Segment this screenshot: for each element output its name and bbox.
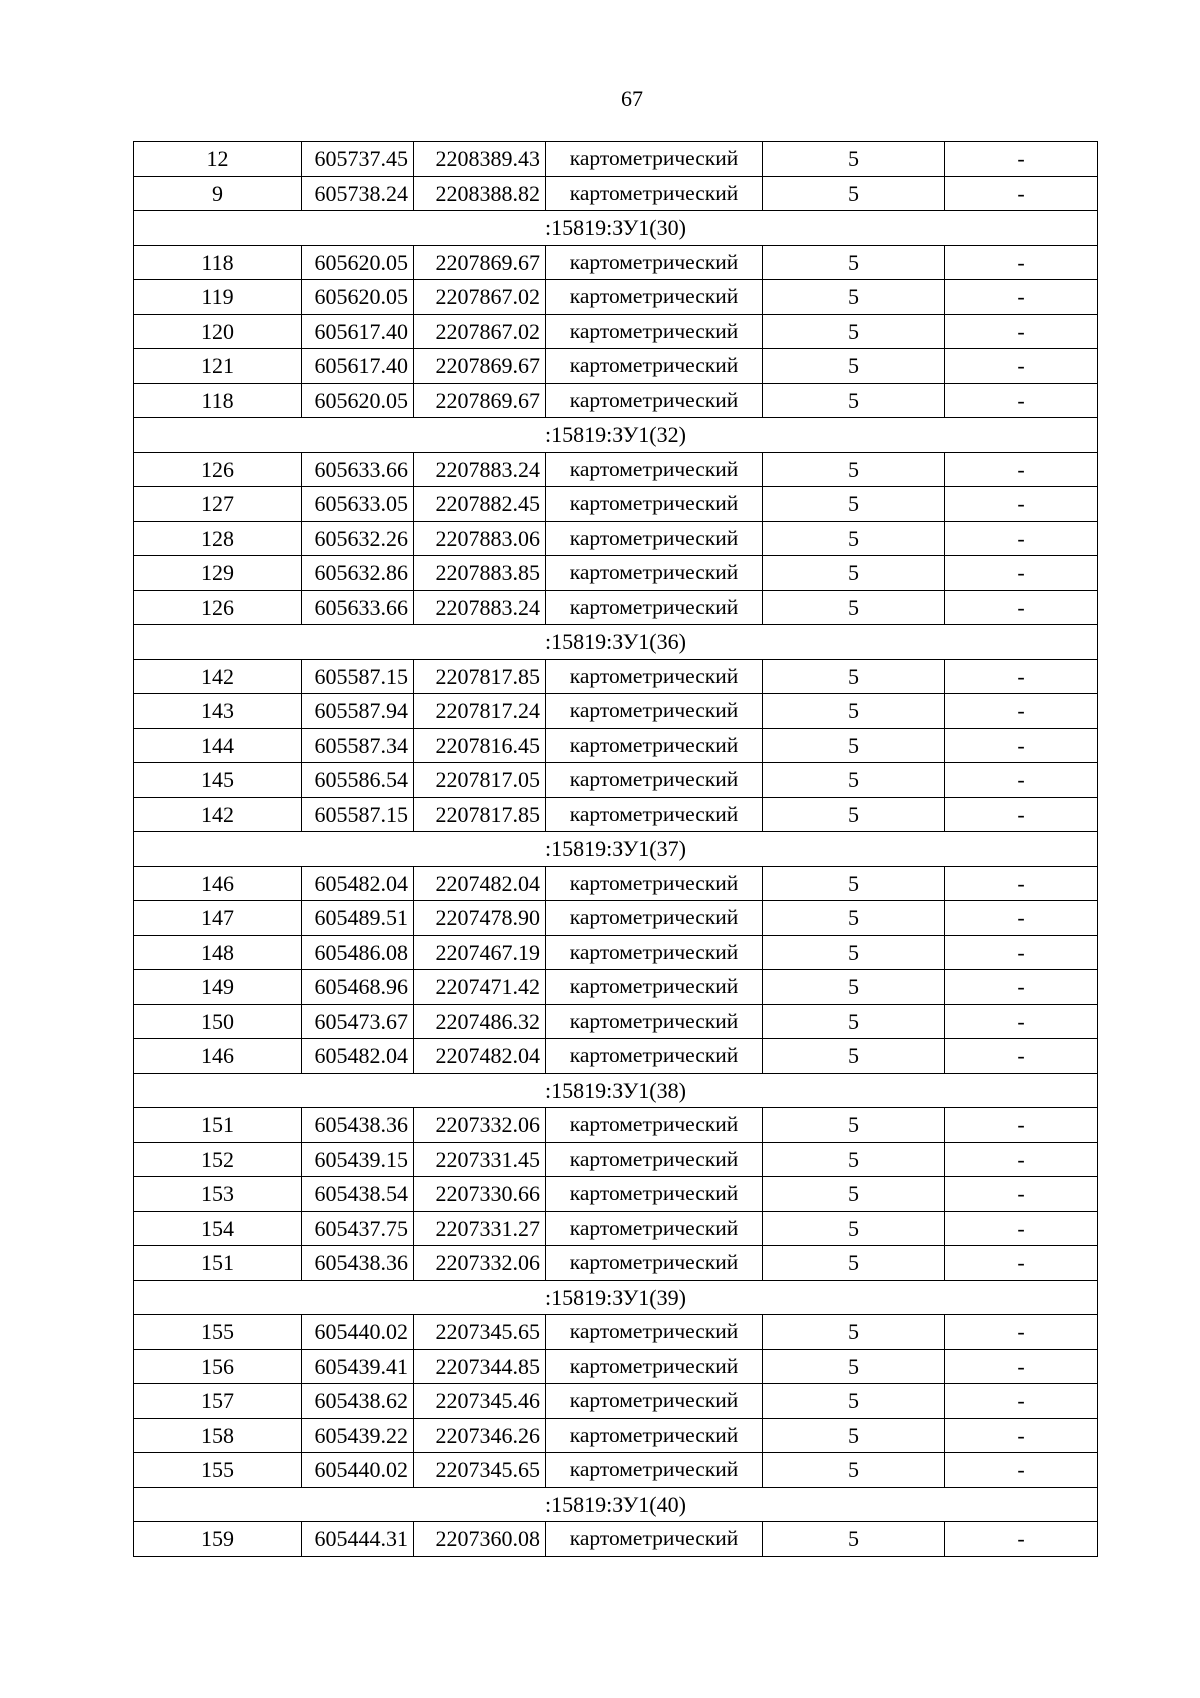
- x-coordinate-cell: 605620.05: [302, 280, 414, 315]
- parcel-label: :15819:ЗУ1(38): [134, 1073, 1098, 1108]
- method-cell: картометрический: [546, 1246, 763, 1281]
- point-number-cell: 154: [134, 1211, 302, 1246]
- x-coordinate-cell: 605633.66: [302, 452, 414, 487]
- method-cell: картометрический: [546, 1315, 763, 1350]
- y-coordinate-cell: 2207817.24: [414, 694, 546, 729]
- table-row: [134, 452, 1098, 487]
- method-cell: картометрический: [546, 728, 763, 763]
- table-row: [134, 763, 1098, 798]
- accuracy-cell: 5: [763, 556, 945, 591]
- method-cell: картометрический: [546, 452, 763, 487]
- y-coordinate-cell: 2207817.85: [414, 659, 546, 694]
- table-row: [134, 866, 1098, 901]
- x-coordinate-cell: 605439.15: [302, 1142, 414, 1177]
- parcel-group-row: [134, 625, 1098, 660]
- accuracy-cell: 5: [763, 763, 945, 798]
- table-row: [134, 694, 1098, 729]
- method-cell: картометрический: [546, 556, 763, 591]
- description-cell: -: [945, 452, 1098, 487]
- accuracy-cell: 5: [763, 1108, 945, 1143]
- y-coordinate-cell: 2207817.85: [414, 797, 546, 832]
- method-cell: картометрический: [546, 487, 763, 522]
- x-coordinate-cell: 605632.86: [302, 556, 414, 591]
- y-coordinate-cell: 2208388.82: [414, 176, 546, 211]
- method-cell: картометрический: [546, 797, 763, 832]
- parcel-group-row: [134, 1487, 1098, 1522]
- point-number-cell: 142: [134, 659, 302, 694]
- point-number-cell: 126: [134, 452, 302, 487]
- y-coordinate-cell: 2208389.43: [414, 142, 546, 177]
- accuracy-cell: 5: [763, 797, 945, 832]
- table-row: [134, 728, 1098, 763]
- point-number-cell: 151: [134, 1246, 302, 1281]
- x-coordinate-cell: 605444.31: [302, 1522, 414, 1557]
- x-coordinate-cell: 605440.02: [302, 1453, 414, 1488]
- accuracy-cell: 5: [763, 1177, 945, 1212]
- method-cell: картометрический: [546, 1142, 763, 1177]
- parcel-label: :15819:ЗУ1(37): [134, 832, 1098, 867]
- point-number-cell: 155: [134, 1315, 302, 1350]
- accuracy-cell: 5: [763, 245, 945, 280]
- table-row: [134, 1004, 1098, 1039]
- accuracy-cell: 5: [763, 970, 945, 1005]
- x-coordinate-cell: 605633.05: [302, 487, 414, 522]
- y-coordinate-cell: 2207471.42: [414, 970, 546, 1005]
- table-row: [134, 1522, 1098, 1557]
- x-coordinate-cell: 605473.67: [302, 1004, 414, 1039]
- y-coordinate-cell: 2207482.04: [414, 866, 546, 901]
- accuracy-cell: 5: [763, 935, 945, 970]
- table-row: [134, 590, 1098, 625]
- y-coordinate-cell: 2207345.65: [414, 1453, 546, 1488]
- y-coordinate-cell: 2207482.04: [414, 1039, 546, 1074]
- page-number: 67: [621, 86, 643, 111]
- description-cell: -: [945, 1418, 1098, 1453]
- description-cell: -: [945, 694, 1098, 729]
- parcel-label: :15819:ЗУ1(30): [134, 211, 1098, 246]
- point-number-cell: 146: [134, 1039, 302, 1074]
- table-row: [134, 935, 1098, 970]
- table-row: [134, 1349, 1098, 1384]
- table-row: [134, 1418, 1098, 1453]
- y-coordinate-cell: 2207478.90: [414, 901, 546, 936]
- x-coordinate-cell: 605438.36: [302, 1246, 414, 1281]
- x-coordinate-cell: 605440.02: [302, 1315, 414, 1350]
- method-cell: картометрический: [546, 1349, 763, 1384]
- parcel-label: :15819:ЗУ1(32): [134, 418, 1098, 453]
- x-coordinate-cell: 605438.36: [302, 1108, 414, 1143]
- accuracy-cell: 5: [763, 1039, 945, 1074]
- method-cell: картометрический: [546, 176, 763, 211]
- description-cell: -: [945, 590, 1098, 625]
- y-coordinate-cell: 2207869.67: [414, 349, 546, 384]
- x-coordinate-cell: 605587.94: [302, 694, 414, 729]
- parcel-group-row: [134, 418, 1098, 453]
- x-coordinate-cell: 605486.08: [302, 935, 414, 970]
- y-coordinate-cell: 2207883.24: [414, 590, 546, 625]
- point-number-cell: 128: [134, 521, 302, 556]
- parcel-group-row: [134, 1073, 1098, 1108]
- method-cell: картометрический: [546, 1004, 763, 1039]
- x-coordinate-cell: 605586.54: [302, 763, 414, 798]
- table-row: [134, 659, 1098, 694]
- x-coordinate-cell: 605437.75: [302, 1211, 414, 1246]
- y-coordinate-cell: 2207883.85: [414, 556, 546, 591]
- description-cell: -: [945, 142, 1098, 177]
- accuracy-cell: 5: [763, 487, 945, 522]
- y-coordinate-cell: 2207344.85: [414, 1349, 546, 1384]
- y-coordinate-cell: 2207816.45: [414, 728, 546, 763]
- method-cell: картометрический: [546, 1039, 763, 1074]
- method-cell: картометрический: [546, 280, 763, 315]
- table-row: [134, 487, 1098, 522]
- table-row: [134, 245, 1098, 280]
- method-cell: картометрический: [546, 1108, 763, 1143]
- method-cell: картометрический: [546, 245, 763, 280]
- y-coordinate-cell: 2207332.06: [414, 1108, 546, 1143]
- description-cell: -: [945, 659, 1098, 694]
- table-row: [134, 1315, 1098, 1350]
- coordinates-table: [133, 141, 1098, 1557]
- method-cell: картометрический: [546, 1211, 763, 1246]
- method-cell: картометрический: [546, 659, 763, 694]
- point-number-cell: 142: [134, 797, 302, 832]
- method-cell: картометрический: [546, 866, 763, 901]
- point-number-cell: 157: [134, 1384, 302, 1419]
- point-number-cell: 146: [134, 866, 302, 901]
- point-number-cell: 150: [134, 1004, 302, 1039]
- description-cell: -: [945, 1211, 1098, 1246]
- description-cell: -: [945, 1039, 1098, 1074]
- point-number-cell: 147: [134, 901, 302, 936]
- x-coordinate-cell: 605617.40: [302, 314, 414, 349]
- x-coordinate-cell: 605438.62: [302, 1384, 414, 1419]
- y-coordinate-cell: 2207345.65: [414, 1315, 546, 1350]
- y-coordinate-cell: 2207867.02: [414, 314, 546, 349]
- description-cell: -: [945, 935, 1098, 970]
- point-number-cell: 120: [134, 314, 302, 349]
- y-coordinate-cell: 2207467.19: [414, 935, 546, 970]
- description-cell: -: [945, 1349, 1098, 1384]
- point-number-cell: 148: [134, 935, 302, 970]
- description-cell: -: [945, 280, 1098, 315]
- method-cell: картометрический: [546, 521, 763, 556]
- point-number-cell: 156: [134, 1349, 302, 1384]
- y-coordinate-cell: 2207867.02: [414, 280, 546, 315]
- description-cell: -: [945, 1453, 1098, 1488]
- description-cell: -: [945, 728, 1098, 763]
- method-cell: картометрический: [546, 590, 763, 625]
- accuracy-cell: 5: [763, 383, 945, 418]
- accuracy-cell: 5: [763, 694, 945, 729]
- point-number-cell: 118: [134, 245, 302, 280]
- point-number-cell: 143: [134, 694, 302, 729]
- table-row: [134, 556, 1098, 591]
- y-coordinate-cell: 2207883.24: [414, 452, 546, 487]
- description-cell: -: [945, 314, 1098, 349]
- point-number-cell: 158: [134, 1418, 302, 1453]
- description-cell: -: [945, 1246, 1098, 1281]
- table-row: [134, 142, 1098, 177]
- y-coordinate-cell: 2207869.67: [414, 383, 546, 418]
- description-cell: -: [945, 1004, 1098, 1039]
- method-cell: картометрический: [546, 1418, 763, 1453]
- table-row: [134, 970, 1098, 1005]
- method-cell: картометрический: [546, 935, 763, 970]
- method-cell: картометрический: [546, 383, 763, 418]
- accuracy-cell: 5: [763, 901, 945, 936]
- description-cell: -: [945, 349, 1098, 384]
- description-cell: -: [945, 556, 1098, 591]
- description-cell: -: [945, 1315, 1098, 1350]
- table-row: [134, 1384, 1098, 1419]
- point-number-cell: 145: [134, 763, 302, 798]
- point-number-cell: 153: [134, 1177, 302, 1212]
- accuracy-cell: 5: [763, 1315, 945, 1350]
- description-cell: -: [945, 521, 1098, 556]
- parcel-label: :15819:ЗУ1(39): [134, 1280, 1098, 1315]
- description-cell: -: [945, 797, 1098, 832]
- y-coordinate-cell: 2207486.32: [414, 1004, 546, 1039]
- accuracy-cell: 5: [763, 1384, 945, 1419]
- point-number-cell: 149: [134, 970, 302, 1005]
- x-coordinate-cell: 605587.34: [302, 728, 414, 763]
- table-row: [134, 176, 1098, 211]
- accuracy-cell: 5: [763, 176, 945, 211]
- description-cell: -: [945, 901, 1098, 936]
- accuracy-cell: 5: [763, 349, 945, 384]
- method-cell: картометрический: [546, 763, 763, 798]
- x-coordinate-cell: 605737.45: [302, 142, 414, 177]
- x-coordinate-cell: 605438.54: [302, 1177, 414, 1212]
- table-row: [134, 1246, 1098, 1281]
- point-number-cell: 159: [134, 1522, 302, 1557]
- y-coordinate-cell: 2207817.05: [414, 763, 546, 798]
- x-coordinate-cell: 605439.22: [302, 1418, 414, 1453]
- accuracy-cell: 5: [763, 1211, 945, 1246]
- x-coordinate-cell: 605482.04: [302, 866, 414, 901]
- table-row: [134, 797, 1098, 832]
- method-cell: картометрический: [546, 694, 763, 729]
- accuracy-cell: 5: [763, 1246, 945, 1281]
- x-coordinate-cell: 605632.26: [302, 521, 414, 556]
- method-cell: картометрический: [546, 314, 763, 349]
- point-number-cell: 118: [134, 383, 302, 418]
- table-row: [134, 1177, 1098, 1212]
- y-coordinate-cell: 2207332.06: [414, 1246, 546, 1281]
- accuracy-cell: 5: [763, 1522, 945, 1557]
- accuracy-cell: 5: [763, 659, 945, 694]
- parcel-group-row: [134, 832, 1098, 867]
- accuracy-cell: 5: [763, 1418, 945, 1453]
- parcel-group-row: [134, 211, 1098, 246]
- table-row: [134, 280, 1098, 315]
- x-coordinate-cell: 605468.96: [302, 970, 414, 1005]
- accuracy-cell: 5: [763, 1004, 945, 1039]
- y-coordinate-cell: 2207360.08: [414, 1522, 546, 1557]
- description-cell: -: [945, 1142, 1098, 1177]
- parcel-label: :15819:ЗУ1(40): [134, 1487, 1098, 1522]
- table-row: [134, 1108, 1098, 1143]
- method-cell: картометрический: [546, 1384, 763, 1419]
- accuracy-cell: 5: [763, 142, 945, 177]
- coordinates-table-body: [134, 142, 1098, 1557]
- description-cell: -: [945, 866, 1098, 901]
- accuracy-cell: 5: [763, 521, 945, 556]
- y-coordinate-cell: 2207346.26: [414, 1418, 546, 1453]
- point-number-cell: 119: [134, 280, 302, 315]
- description-cell: -: [945, 245, 1098, 280]
- description-cell: -: [945, 1108, 1098, 1143]
- point-number-cell: 126: [134, 590, 302, 625]
- accuracy-cell: 5: [763, 590, 945, 625]
- description-cell: -: [945, 1384, 1098, 1419]
- y-coordinate-cell: 2207331.45: [414, 1142, 546, 1177]
- description-cell: -: [945, 487, 1098, 522]
- accuracy-cell: 5: [763, 1142, 945, 1177]
- point-number-cell: 129: [134, 556, 302, 591]
- x-coordinate-cell: 605439.41: [302, 1349, 414, 1384]
- y-coordinate-cell: 2207882.45: [414, 487, 546, 522]
- method-cell: картометрический: [546, 970, 763, 1005]
- table-row: [134, 521, 1098, 556]
- description-cell: -: [945, 970, 1098, 1005]
- description-cell: -: [945, 383, 1098, 418]
- point-number-cell: 152: [134, 1142, 302, 1177]
- x-coordinate-cell: 605617.40: [302, 349, 414, 384]
- point-number-cell: 127: [134, 487, 302, 522]
- x-coordinate-cell: 605620.05: [302, 245, 414, 280]
- x-coordinate-cell: 605587.15: [302, 659, 414, 694]
- x-coordinate-cell: 605633.66: [302, 590, 414, 625]
- parcel-label: :15819:ЗУ1(36): [134, 625, 1098, 660]
- accuracy-cell: 5: [763, 866, 945, 901]
- accuracy-cell: 5: [763, 314, 945, 349]
- y-coordinate-cell: 2207869.67: [414, 245, 546, 280]
- point-number-cell: 155: [134, 1453, 302, 1488]
- x-coordinate-cell: 605738.24: [302, 176, 414, 211]
- description-cell: -: [945, 176, 1098, 211]
- y-coordinate-cell: 2207345.46: [414, 1384, 546, 1419]
- table-row: [134, 383, 1098, 418]
- parcel-group-row: [134, 1280, 1098, 1315]
- method-cell: картометрический: [546, 1453, 763, 1488]
- point-number-cell: 9: [134, 176, 302, 211]
- accuracy-cell: 5: [763, 1349, 945, 1384]
- x-coordinate-cell: 605489.51: [302, 901, 414, 936]
- x-coordinate-cell: 605587.15: [302, 797, 414, 832]
- x-coordinate-cell: 605620.05: [302, 383, 414, 418]
- y-coordinate-cell: 2207883.06: [414, 521, 546, 556]
- method-cell: картометрический: [546, 142, 763, 177]
- accuracy-cell: 5: [763, 1453, 945, 1488]
- table-row: [134, 349, 1098, 384]
- point-number-cell: 12: [134, 142, 302, 177]
- table-row: [134, 1142, 1098, 1177]
- accuracy-cell: 5: [763, 280, 945, 315]
- table-row: [134, 901, 1098, 936]
- x-coordinate-cell: 605482.04: [302, 1039, 414, 1074]
- description-cell: -: [945, 1177, 1098, 1212]
- accuracy-cell: 5: [763, 728, 945, 763]
- table-row: [134, 1453, 1098, 1488]
- description-cell: -: [945, 1522, 1098, 1557]
- y-coordinate-cell: 2207330.66: [414, 1177, 546, 1212]
- method-cell: картометрический: [546, 1177, 763, 1212]
- point-number-cell: 144: [134, 728, 302, 763]
- method-cell: картометрический: [546, 349, 763, 384]
- method-cell: картометрический: [546, 901, 763, 936]
- table-row: [134, 314, 1098, 349]
- method-cell: картометрический: [546, 1522, 763, 1557]
- table-row: [134, 1211, 1098, 1246]
- table-row: [134, 1039, 1098, 1074]
- point-number-cell: 121: [134, 349, 302, 384]
- description-cell: -: [945, 763, 1098, 798]
- point-number-cell: 151: [134, 1108, 302, 1143]
- accuracy-cell: 5: [763, 452, 945, 487]
- y-coordinate-cell: 2207331.27: [414, 1211, 546, 1246]
